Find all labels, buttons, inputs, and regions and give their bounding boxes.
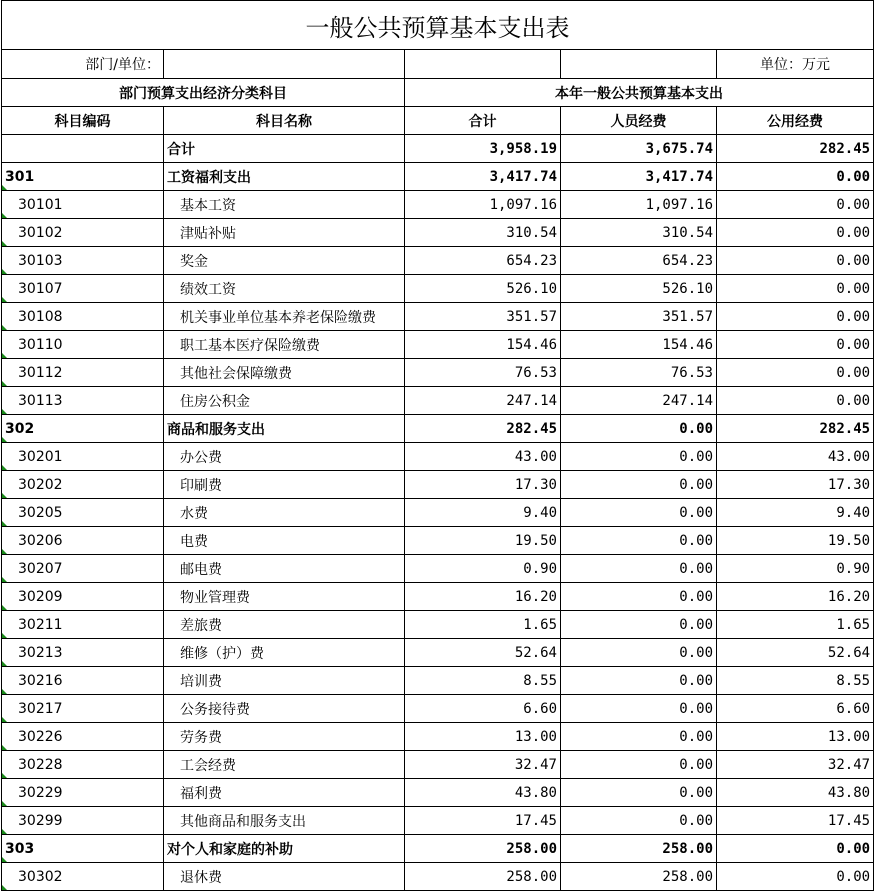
cell-name[interactable]: 商品和服务支出 bbox=[164, 415, 405, 443]
cell-personnel[interactable]: 0.00 bbox=[561, 415, 717, 443]
cell-personnel[interactable]: 76.53 bbox=[561, 359, 717, 387]
unit-row bbox=[2, 50, 874, 79]
table-row bbox=[2, 359, 874, 387]
table-row bbox=[2, 163, 874, 191]
cell-code[interactable]: 301 bbox=[2, 163, 164, 191]
cell-personnel[interactable]: 0.00 bbox=[561, 443, 717, 471]
cell-code[interactable]: 30217 bbox=[2, 695, 164, 723]
table-row bbox=[2, 247, 874, 275]
table-row bbox=[2, 835, 874, 863]
cell-personnel[interactable]: 0.00 bbox=[561, 807, 717, 835]
table-row bbox=[2, 751, 874, 779]
table-row bbox=[2, 219, 874, 247]
cell-public[interactable]: 17.45 bbox=[717, 807, 874, 835]
cell-code[interactable]: 30213 bbox=[2, 639, 164, 667]
cell-code[interactable]: 30209 bbox=[2, 583, 164, 611]
cell-name[interactable]: 公务接待费 bbox=[164, 695, 405, 723]
cell-personnel[interactable]: 0.00 bbox=[561, 779, 717, 807]
cell-code[interactable]: 30103 bbox=[2, 247, 164, 275]
table-row bbox=[2, 499, 874, 527]
cell-name[interactable]: 劳务费 bbox=[164, 723, 405, 751]
table-row bbox=[2, 723, 874, 751]
table-row bbox=[2, 555, 874, 583]
header-name: 科目名称 bbox=[164, 107, 405, 135]
cell-code[interactable]: 30226 bbox=[2, 723, 164, 751]
cell-name[interactable]: 水费 bbox=[164, 499, 405, 527]
cell-total[interactable]: 258.00 bbox=[405, 835, 561, 863]
cell-total[interactable]: 19.50 bbox=[405, 527, 561, 555]
table-row bbox=[2, 275, 874, 303]
table-row bbox=[2, 387, 874, 415]
cell-public[interactable]: 0.00 bbox=[717, 275, 874, 303]
cell-code[interactable]: 30102 bbox=[2, 219, 164, 247]
dept-label: 部门/单位： bbox=[2, 50, 164, 79]
cell-total[interactable]: 8.55 bbox=[405, 667, 561, 695]
table-row bbox=[2, 527, 874, 555]
cell-public[interactable]: 0.00 bbox=[717, 247, 874, 275]
cell-personnel[interactable]: 154.46 bbox=[561, 331, 717, 359]
cell-name[interactable]: 培训费 bbox=[164, 667, 405, 695]
cell-public[interactable]: 0.00 bbox=[717, 863, 874, 891]
cell-name[interactable]: 电费 bbox=[164, 527, 405, 555]
cell-code[interactable]: 30108 bbox=[2, 303, 164, 331]
cell-public[interactable]: 0.00 bbox=[717, 191, 874, 219]
title-row bbox=[2, 1, 874, 50]
budget-table bbox=[1, 0, 874, 891]
cell-public[interactable]: 0.00 bbox=[717, 387, 874, 415]
header-total: 合计 bbox=[405, 107, 561, 135]
dept-value-cell[interactable] bbox=[164, 50, 405, 79]
table-row bbox=[2, 779, 874, 807]
header-row-2 bbox=[2, 107, 874, 135]
cell-total[interactable]: 17.45 bbox=[405, 807, 561, 835]
cell-public[interactable]: 0.00 bbox=[717, 303, 874, 331]
cell-total[interactable]: 526.10 bbox=[405, 275, 561, 303]
cell-personnel[interactable]: 310.54 bbox=[561, 219, 717, 247]
table-row bbox=[2, 135, 874, 163]
cell-total[interactable]: 16.20 bbox=[405, 583, 561, 611]
cell-name[interactable]: 其他社会保障缴费 bbox=[164, 359, 405, 387]
blank-cell[interactable] bbox=[405, 50, 561, 79]
header-personnel: 人员经费 bbox=[561, 107, 717, 135]
cell-code[interactable]: 30207 bbox=[2, 555, 164, 583]
table-row bbox=[2, 863, 874, 891]
cell-public[interactable]: 9.40 bbox=[717, 499, 874, 527]
cell-name[interactable]: 邮电费 bbox=[164, 555, 405, 583]
cell-code[interactable]: 30302 bbox=[2, 863, 164, 891]
cell-total[interactable]: 43.00 bbox=[405, 443, 561, 471]
cell-code[interactable]: 30113 bbox=[2, 387, 164, 415]
cell-name[interactable]: 合计 bbox=[164, 135, 405, 163]
cell-total[interactable]: 76.53 bbox=[405, 359, 561, 387]
cell-public[interactable]: 0.00 bbox=[717, 359, 874, 387]
blank-cell[interactable] bbox=[561, 50, 717, 79]
cell-public[interactable]: 6.60 bbox=[717, 695, 874, 723]
cell-name[interactable]: 福利费 bbox=[164, 779, 405, 807]
cell-name[interactable]: 职工基本医疗保险缴费 bbox=[164, 331, 405, 359]
header-public: 公用经费 bbox=[717, 107, 874, 135]
cell-name[interactable]: 津贴补贴 bbox=[164, 219, 405, 247]
cell-public[interactable]: 43.00 bbox=[717, 443, 874, 471]
cell-code[interactable]: 30211 bbox=[2, 611, 164, 639]
cell-code[interactable]: 30110 bbox=[2, 331, 164, 359]
cell-total[interactable]: 3,417.74 bbox=[405, 163, 561, 191]
cell-code[interactable]: 30101 bbox=[2, 191, 164, 219]
cell-public[interactable]: 0.00 bbox=[717, 331, 874, 359]
cell-personnel[interactable]: 0.00 bbox=[561, 723, 717, 751]
cell-name[interactable]: 对个人和家庭的补助 bbox=[164, 835, 405, 863]
cell-public[interactable]: 13.00 bbox=[717, 723, 874, 751]
cell-public[interactable]: 19.50 bbox=[717, 527, 874, 555]
cell-total[interactable]: 1.65 bbox=[405, 611, 561, 639]
table-row bbox=[2, 303, 874, 331]
cell-personnel[interactable]: 654.23 bbox=[561, 247, 717, 275]
cell-total[interactable]: 9.40 bbox=[405, 499, 561, 527]
cell-public[interactable]: 32.47 bbox=[717, 751, 874, 779]
table-row bbox=[2, 331, 874, 359]
cell-code[interactable]: 30202 bbox=[2, 471, 164, 499]
cell-code[interactable]: 302 bbox=[2, 415, 164, 443]
cell-public[interactable]: 0.00 bbox=[717, 163, 874, 191]
cell-public[interactable]: 0.00 bbox=[717, 219, 874, 247]
header-code: 科目编码 bbox=[2, 107, 164, 135]
cell-personnel[interactable]: 351.57 bbox=[561, 303, 717, 331]
cell-total[interactable]: 310.54 bbox=[405, 219, 561, 247]
cell-total[interactable]: 154.46 bbox=[405, 331, 561, 359]
cell-personnel[interactable]: 0.00 bbox=[561, 667, 717, 695]
table-row bbox=[2, 807, 874, 835]
cell-public[interactable]: 282.45 bbox=[717, 415, 874, 443]
cell-code[interactable]: 30216 bbox=[2, 667, 164, 695]
cell-total[interactable]: 13.00 bbox=[405, 723, 561, 751]
cell-total[interactable]: 32.47 bbox=[405, 751, 561, 779]
cell-name[interactable]: 维修（护）费 bbox=[164, 639, 405, 667]
cell-personnel[interactable]: 3,417.74 bbox=[561, 163, 717, 191]
cell-public[interactable]: 282.45 bbox=[717, 135, 874, 163]
cell-code[interactable]: 30228 bbox=[2, 751, 164, 779]
cell-public[interactable]: 0.00 bbox=[717, 835, 874, 863]
cell-personnel[interactable]: 0.00 bbox=[561, 555, 717, 583]
table-row bbox=[2, 639, 874, 667]
cell-code[interactable]: 30107 bbox=[2, 275, 164, 303]
cell-public[interactable]: 1.65 bbox=[717, 611, 874, 639]
cell-personnel[interactable]: 3,675.74 bbox=[561, 135, 717, 163]
cell-total[interactable]: 0.90 bbox=[405, 555, 561, 583]
cell-code[interactable] bbox=[2, 135, 164, 163]
cell-name[interactable]: 工资福利支出 bbox=[164, 163, 405, 191]
cell-code[interactable]: 30299 bbox=[2, 807, 164, 835]
cell-total[interactable]: 17.30 bbox=[405, 471, 561, 499]
cell-personnel[interactable]: 0.00 bbox=[561, 639, 717, 667]
cell-name[interactable]: 奖金 bbox=[164, 247, 405, 275]
cell-public[interactable]: 8.55 bbox=[717, 667, 874, 695]
table-row bbox=[2, 443, 874, 471]
table-row bbox=[2, 415, 874, 443]
table-row bbox=[2, 191, 874, 219]
page-title: 一般公共预算基本支出表 bbox=[2, 1, 874, 50]
cell-name[interactable]: 物业管理费 bbox=[164, 583, 405, 611]
cell-name[interactable]: 退休费 bbox=[164, 863, 405, 891]
table-row bbox=[2, 583, 874, 611]
cell-personnel[interactable]: 0.00 bbox=[561, 527, 717, 555]
cell-code[interactable]: 30112 bbox=[2, 359, 164, 387]
table-row bbox=[2, 695, 874, 723]
cell-total[interactable]: 3,958.19 bbox=[405, 135, 561, 163]
cell-personnel[interactable]: 0.00 bbox=[561, 471, 717, 499]
cell-code[interactable]: 30201 bbox=[2, 443, 164, 471]
cell-total[interactable]: 1,097.16 bbox=[405, 191, 561, 219]
header-classification: 部门预算支出经济分类科目 bbox=[2, 79, 405, 107]
cell-name[interactable]: 住房公积金 bbox=[164, 387, 405, 415]
cell-total[interactable]: 52.64 bbox=[405, 639, 561, 667]
cell-personnel[interactable]: 258.00 bbox=[561, 835, 717, 863]
cell-name[interactable]: 其他商品和服务支出 bbox=[164, 807, 405, 835]
cell-name[interactable]: 办公费 bbox=[164, 443, 405, 471]
cell-public[interactable]: 16.20 bbox=[717, 583, 874, 611]
cell-public[interactable]: 0.90 bbox=[717, 555, 874, 583]
cell-name[interactable]: 工会经费 bbox=[164, 751, 405, 779]
cell-public[interactable]: 17.30 bbox=[717, 471, 874, 499]
cell-public[interactable]: 43.80 bbox=[717, 779, 874, 807]
cell-name[interactable]: 机关事业单位基本养老保险缴费 bbox=[164, 303, 405, 331]
cell-total[interactable]: 351.57 bbox=[405, 303, 561, 331]
cell-personnel[interactable]: 258.00 bbox=[561, 863, 717, 891]
cell-public[interactable]: 52.64 bbox=[717, 639, 874, 667]
cell-name[interactable]: 差旅费 bbox=[164, 611, 405, 639]
cell-total[interactable]: 654.23 bbox=[405, 247, 561, 275]
cell-personnel[interactable]: 0.00 bbox=[561, 611, 717, 639]
cell-personnel[interactable]: 526.10 bbox=[561, 275, 717, 303]
table-row bbox=[2, 667, 874, 695]
header-row-1 bbox=[2, 79, 874, 107]
cell-code[interactable]: 30229 bbox=[2, 779, 164, 807]
cell-name[interactable]: 基本工资 bbox=[164, 191, 405, 219]
cell-total[interactable]: 247.14 bbox=[405, 387, 561, 415]
cell-total[interactable]: 258.00 bbox=[405, 863, 561, 891]
cell-name[interactable]: 绩效工资 bbox=[164, 275, 405, 303]
cell-personnel[interactable]: 0.00 bbox=[561, 583, 717, 611]
cell-personnel[interactable]: 1,097.16 bbox=[561, 191, 717, 219]
cell-total[interactable]: 282.45 bbox=[405, 415, 561, 443]
cell-personnel[interactable]: 0.00 bbox=[561, 695, 717, 723]
cell-code[interactable]: 30206 bbox=[2, 527, 164, 555]
header-expenditure: 本年一般公共预算基本支出 bbox=[405, 79, 874, 107]
cell-personnel[interactable]: 0.00 bbox=[561, 499, 717, 527]
cell-personnel[interactable]: 0.00 bbox=[561, 751, 717, 779]
cell-code[interactable]: 30205 bbox=[2, 499, 164, 527]
cell-code[interactable]: 303 bbox=[2, 835, 164, 863]
cell-total[interactable]: 6.60 bbox=[405, 695, 561, 723]
cell-personnel[interactable]: 247.14 bbox=[561, 387, 717, 415]
table-row bbox=[2, 611, 874, 639]
table-row bbox=[2, 471, 874, 499]
cell-total[interactable]: 43.80 bbox=[405, 779, 561, 807]
unit-label: 单位：万元 bbox=[717, 50, 874, 79]
cell-name[interactable]: 印刷费 bbox=[164, 471, 405, 499]
